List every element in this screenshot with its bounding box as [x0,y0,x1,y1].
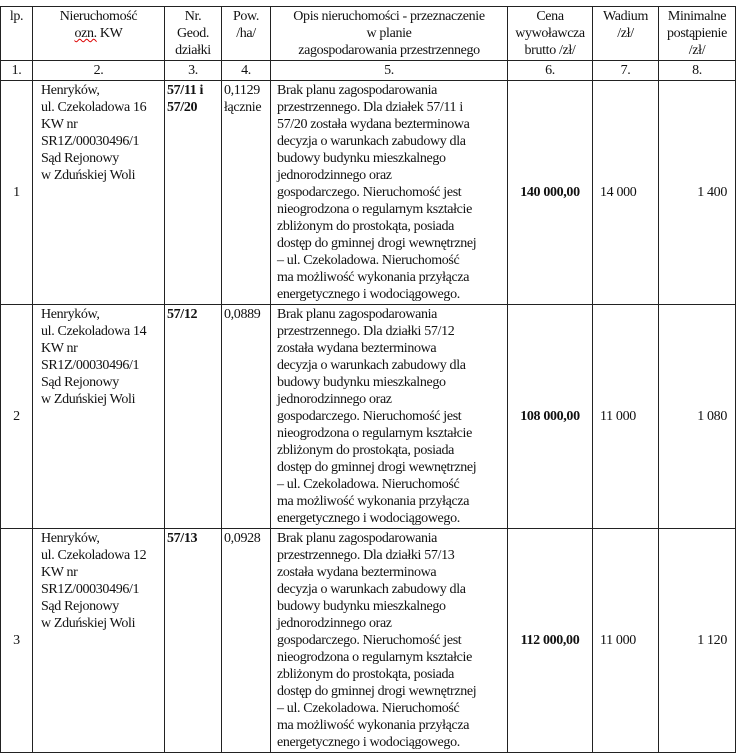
property-description-line: zbliżonym do prostokąta, posiada [277,443,454,458]
property-description-line: budowy budynku mieszkalnego [277,599,446,614]
parcel-area [222,305,271,529]
header-deposit-line: Wadium [603,9,648,24]
property-description-line: ma możliwość wykonania przyłącza [277,718,470,733]
property-description-line: przestrzennego. Dla działki 57/12 [277,324,455,339]
property-description-line: przestrzennego. Dla działek 57/11 i [277,100,463,115]
parcel-area-line: 0,0889 [224,307,261,322]
property-description-line: nieogrodzona o regularnym kształcie [277,426,472,441]
property-description-line: jednorodzinnego oraz [277,616,392,631]
property-location [33,305,165,529]
property-location-line: Henryków, [41,531,100,546]
header-parcel-line: Nr. [184,9,202,24]
header-area [222,7,271,61]
column-number: 1. [1,61,33,81]
row-number: 1 [1,81,33,305]
deposit: 11 000 [593,305,659,529]
property-location [33,529,165,753]
property-description-line: zbliżonym do prostokąta, posiada [277,219,454,234]
parcel-area-line: 0,0928 [224,531,261,546]
property-location-line: Henryków, [41,307,100,322]
property-location-line: w Zduńskiej Woli [41,168,136,183]
property-description-line: ma możliwość wykonania przyłącza [277,494,470,509]
row-number: 3 [1,529,33,753]
property-description-line: jednorodzinnego oraz [277,168,392,183]
header-parcel [165,7,222,61]
property-location-line: SR1Z/00030496/1 [41,358,140,373]
property-description-line: została wydana bezterminowa [277,565,437,580]
property-description-line: gospodarczego. Nieruchomość jest [277,409,462,424]
property-description [271,81,508,305]
minimum-increment: 1 120 [659,529,736,753]
property-description-line: została wydana bezterminowa [277,341,437,356]
parcel-area-line: 0,1129 [224,83,260,98]
parcel-area [222,81,271,305]
column-number: 3. [165,61,222,81]
property-location-line: Henryków, [41,83,100,98]
column-number: 5. [271,61,508,81]
row-number: 2 [1,305,33,529]
property-description-line: budowy budynku mieszkalnego [277,375,446,390]
property-description-line: jednorodzinnego oraz [277,392,392,407]
parcel-number-line: 57/11 i [167,83,204,98]
property-description-line: przestrzennego. Dla działki 57/13 [277,548,455,563]
header-min-increment-line: /zł/ [688,43,706,58]
property-description [271,529,508,753]
header-parcel-line: Geod. [176,26,210,41]
column-number: 8. [659,61,736,81]
header-price [508,7,593,61]
property-location-line: Sąd Rejonowy [41,599,119,614]
table-row [1,529,736,753]
property-description-line: dostęp do gminnej drogi wewnętrznej [277,460,477,475]
property-auction-table [0,6,736,753]
property-location-line: KW nr [41,565,78,580]
header-property-line: ozn. KW [74,26,123,41]
property-description-line: energetycznego i wodociągowego. [277,511,460,526]
property-description-line: energetycznego i wodociągowego. [277,735,460,750]
property-description-line: gospodarczego. Nieruchomość jest [277,633,462,648]
property-location-line: ul. Czekoladowa 16 [41,100,147,115]
property-description-line: Brak planu zagospodarowania [277,531,438,546]
property-description-line: decyzja o warunkach zabudowy dla [277,358,466,373]
property-description-line: – ul. Czekoladowa. Nieruchomość [277,701,460,716]
parcel-number-line: 57/12 [167,307,198,322]
header-property-line: Nieruchomość [59,9,138,24]
parcel-number-line: 57/20 [167,100,198,115]
property-description-line: decyzja o warunkach zabudowy dla [277,134,466,149]
property-description-line: nieogrodzona o regularnym kształcie [277,202,472,217]
parcel-area [222,529,271,753]
parcel-number-line: 57/13 [167,531,198,546]
property-location [33,81,165,305]
property-description-line: 57/20 została wydana bezterminowa [277,117,470,132]
property-location-line: w Zduńskiej Woli [41,392,136,407]
header-lp-line: lp. [9,9,24,24]
header-property [33,7,165,61]
parcel-number [165,81,222,305]
property-description-line: energetycznego i wodociągowego. [277,287,460,302]
header-description-line: w planie [366,26,412,41]
property-location-line: Sąd Rejonowy [41,151,119,166]
header-min-increment-line: Minimalne [667,9,727,24]
header-description [271,7,508,61]
property-location-line: Sąd Rejonowy [41,375,119,390]
header-area-line: Pow. [232,9,260,24]
minimum-increment: 1 400 [659,81,736,305]
property-description-line: – ul. Czekoladowa. Nieruchomość [277,477,460,492]
table-row [1,81,736,305]
spellcheck-word: ozn. [74,26,97,41]
column-number-row [1,61,736,81]
property-description-line: dostęp do gminnej drogi wewnętrznej [277,684,477,699]
header-row [1,7,736,61]
parcel-area-line: łącznie [224,100,262,115]
column-number: 7. [593,61,659,81]
starting-price: 108 000,00 [508,305,593,529]
property-description-line: Brak planu zagospodarowania [277,83,438,98]
property-description-line: nieogrodzona o regularnym kształcie [277,650,472,665]
header-deposit-line: /zł/ [617,26,634,41]
header-price-line: Cena [536,9,564,24]
property-description-line: dostęp do gminnej drogi wewnętrznej [277,236,477,251]
property-description-line: decyzja o warunkach zabudowy dla [277,582,466,597]
header-min-increment [659,7,736,61]
column-number: 2. [33,61,165,81]
property-location-line: ul. Czekoladowa 12 [41,548,147,563]
property-location-line: KW nr [41,341,78,356]
header-description-line: zagospodarowania przestrzennego [298,43,480,58]
column-number: 4. [222,61,271,81]
header-description-line: Opis nieruchomości - przeznaczenie [293,9,485,24]
property-location-line: w Zduńskiej Woli [41,616,136,631]
property-description-line: ma możliwość wykonania przyłącza [277,270,470,285]
property-description-line: Brak planu zagospodarowania [277,307,438,322]
property-description-line: gospodarczego. Nieruchomość jest [277,185,462,200]
column-number: 6. [508,61,593,81]
property-description [271,305,508,529]
table-row [1,305,736,529]
header-area-line: /ha/ [236,26,256,41]
deposit: 11 000 [593,529,659,753]
starting-price: 140 000,00 [508,81,593,305]
minimum-increment: 1 080 [659,305,736,529]
property-description-line: zbliżonym do prostokąta, posiada [277,667,454,682]
header-lp [1,7,33,61]
property-location-line: ul. Czekoladowa 14 [41,324,147,339]
parcel-number [165,305,222,529]
parcel-number [165,529,222,753]
deposit: 14 000 [593,81,659,305]
header-parcel-line: działki [175,43,211,58]
property-description-line: – ul. Czekoladowa. Nieruchomość [277,253,460,268]
starting-price: 112 000,00 [508,529,593,753]
header-price-line: brutto /zł/ [524,43,576,58]
header-price-line: wywoławcza [515,26,585,41]
property-location-line: SR1Z/00030496/1 [41,134,140,149]
header-deposit [593,7,659,61]
header-min-increment-line: postąpienie [667,26,727,41]
property-location-line: SR1Z/00030496/1 [41,582,140,597]
property-description-line: budowy budynku mieszkalnego [277,151,446,166]
property-location-line: KW nr [41,117,78,132]
